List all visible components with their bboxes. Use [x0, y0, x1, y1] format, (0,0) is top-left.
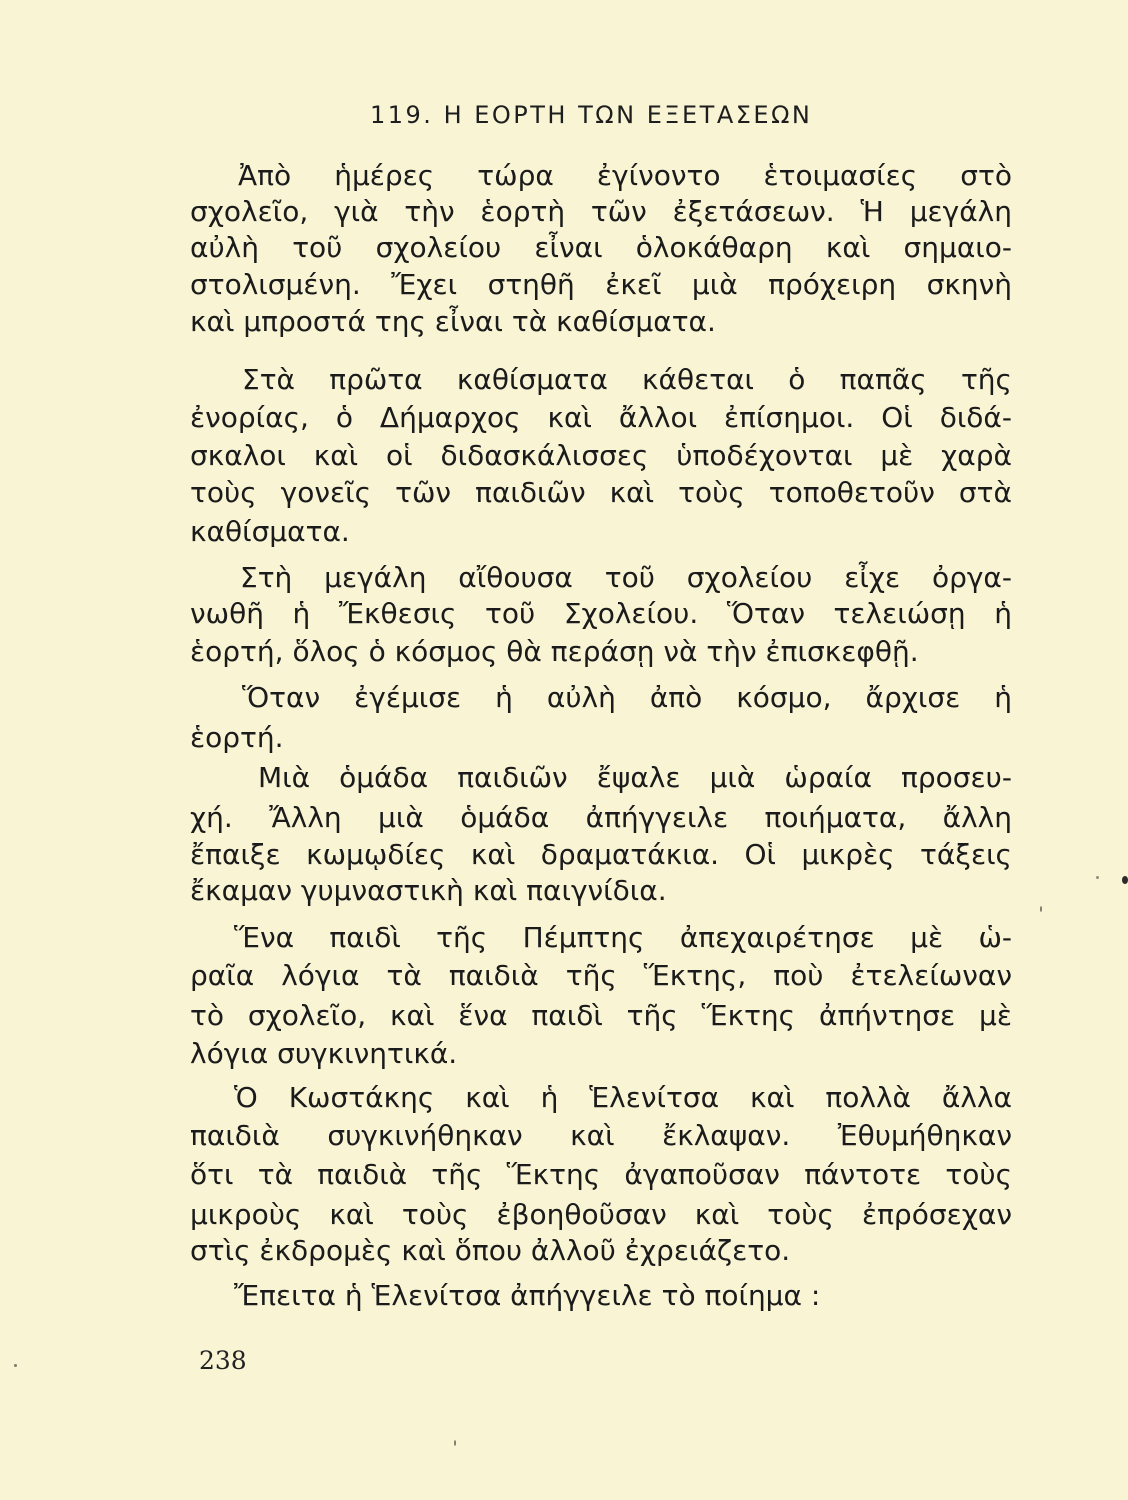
text-line: Ἕνα παιδὶ τῆς Πέμπτης ἀπεχαιρέτησε μὲ ὡ-	[234, 921, 1012, 954]
text-line: Ἔπειτα ἡ Ἑλενίτσα ἀπήγγειλε τὸ ποίημα :	[234, 1279, 821, 1312]
text-line: Μιὰ ὁμάδα παιδιῶν ἔψαλε μιὰ ὡραία προσευ-	[258, 761, 1012, 794]
scan-speck	[14, 1364, 17, 1367]
text-line: Στὰ πρῶτα καθίσματα κάθεται ὁ παπᾶς τῆς	[242, 363, 1012, 396]
text-line: καὶ μπροστά της εἶναι τὰ καθίσματα.	[190, 305, 716, 338]
text-line: παιδιὰ συγκινήθηκαν καὶ ἔκλαψαν. Ἐθυμήθηκαν	[190, 1119, 1012, 1152]
text-line: ραῖα λόγια τὰ παιδιὰ τῆς Ἕκτης, ποὺ ἐτελείωναν	[190, 959, 1012, 992]
text-line: ἔκαμαν γυμναστικὴ καὶ παιγνίδια.	[190, 874, 667, 907]
text-line: ἑορτή.	[190, 721, 284, 754]
scan-speck	[1096, 876, 1099, 879]
page-number: 238	[199, 1346, 247, 1375]
text-line: τοὺς γονεῖς τῶν παιδιῶν καὶ τοὺς τοποθετοῦν στὰ	[190, 476, 1012, 509]
text-line: σκαλοι καὶ οἱ διδασκάλισσες ὑποδέχονται μὲ χαρὰ	[190, 439, 1012, 472]
text-line: σχολεῖο, γιὰ τὴν ἑορτὴ τῶν ἐξετάσεων. Ἡ μεγάλη	[190, 195, 1012, 228]
text-line: Στὴ μεγάλη αἴθουσα τοῦ σχολείου εἶχε ὀργα-	[240, 561, 1012, 594]
text-line: Ὁ Κωστάκης καὶ ἡ Ἑλενίτσα καὶ πολλὰ ἄλλα	[234, 1081, 1012, 1114]
text-line: ἐνορίας, ὁ Δήμαρχος καὶ ἄλλοι ἐπίσημοι. Οἱ διδά-	[190, 401, 1012, 434]
text-line: λόγια συγκινητικά.	[190, 1037, 458, 1070]
scan-speck	[1040, 906, 1042, 912]
text-line: μικροὺς καὶ τοὺς ἐβοηθοῦσαν καὶ τοὺς ἐπρόσεχαν	[190, 1198, 1012, 1231]
text-line: αὐλὴ τοῦ σχολείου εἶναι ὁλοκάθαρη καὶ σημαιο-	[190, 231, 1012, 264]
text-line: ἔπαιξε κωμῳδίες καὶ δραματάκια. Οἱ μικρὲς τάξεις	[190, 838, 1012, 871]
text-line: νωθῆ ἡ Ἔκθεσις τοῦ Σχολείου. Ὅταν τελειώσῃ ἡ	[190, 597, 1012, 630]
text-line: ἑορτή, ὅλος ὁ κόσμος θὰ περάσῃ νὰ τὴν ἐπισκεφθῇ.	[190, 635, 919, 668]
text-line: τὸ σχολεῖο, καὶ ἕνα παιδὶ τῆς Ἕκτης ἀπήντησε μὲ	[190, 999, 1012, 1032]
scan-speck	[1122, 876, 1128, 884]
text-line: καθίσματα.	[190, 515, 350, 548]
text-line: στὶς ἐκδρομὲς καὶ ὅπου ἀλλοῦ ἐχρειάζετο.	[190, 1234, 791, 1267]
scan-speck	[454, 1440, 456, 1446]
text-line: ὅτι τὰ παιδιὰ τῆς Ἕκτης ἀγαποῦσαν πάντοτε τοὺς	[190, 1158, 1012, 1191]
chapter-title: 119. Η ΕΟΡΤΗ ΤΩΝ ΕΞΕΤΑΣΕΩΝ	[370, 101, 813, 129]
text-line: χή. Ἄλλη μιὰ ὁμάδα ἀπήγγειλε ποιήματα, ἄλλη	[190, 801, 1012, 834]
text-line: Ἀπὸ ἡμέρες τώρα ἐγίνοντο ἑτοιμασίες στὸ	[238, 159, 1012, 192]
text-line: στολισμένη. Ἔχει στηθῆ ἐκεῖ μιὰ πρόχειρη σκηνὴ	[190, 268, 1012, 301]
text-line: Ὅταν ἐγέμισε ἡ αὐλὴ ἀπὸ κόσμο, ἄρχισε ἡ	[242, 681, 1012, 714]
